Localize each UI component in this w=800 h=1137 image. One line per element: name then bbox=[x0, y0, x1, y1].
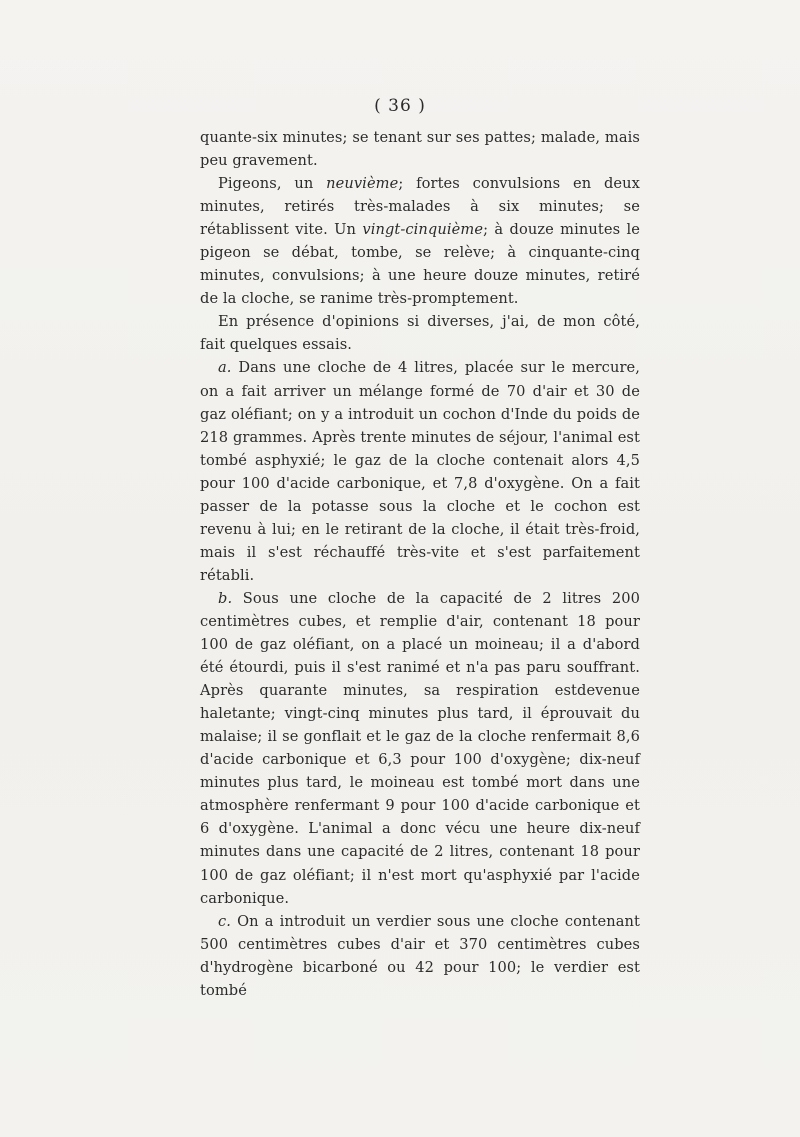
text-segment: quante-six minutes; se tenant sur ses pattes; malade, mais peu gravement. bbox=[200, 129, 640, 170]
text-segment: Dans une cloche de 4 litres, placée sur le mercure, on a fait arriver un mélange formé de 70 d'air et 30 de gaz oléfiant; on y a introduit un cochon d'Inde du poids de 218 grammes. Après trente minutes de séjour, l'animal est tombé asphyxié; le gaz de la cloche contenait alors 4,5 pour 100 d'acide carbonique, et 7,8 d'oxygène. On a fait passer de la potasse sous la cloche et le cochon est revenu à lui; en le retirant de la cloche, il était très-froid, mais il s'est réchauffé très-vite et s'est parfaitement rétabli. bbox=[200, 359, 640, 584]
item-letter: c. bbox=[218, 912, 232, 930]
paragraph-opinions bbox=[200, 310, 640, 356]
paragraph-experiment-b bbox=[200, 587, 640, 910]
paragraph-continuation bbox=[200, 126, 640, 172]
italic-term: neuvième bbox=[326, 175, 399, 193]
page-number: ( 36 ) bbox=[374, 96, 426, 116]
paragraph-experiment-c bbox=[200, 910, 640, 1002]
text-segment: On a introduit un verdier sous une cloche contenant 500 centimètres cubes d'air et 370 centimètres cubes d'hydrogène bicarboné ou 42 pour 100; le verdier est tombé bbox=[200, 912, 640, 999]
text-segment: Sous une cloche de la capacité de 2 litres 200 centimètres cubes, et remplie d'air, contenant 18 pour 100 de gaz oléfiant, on a placé un moineau; il a d'abord été étourdi, puis il s'est ranimé et n'a pas paru souffrant. Après quarante minutes, sa respiration estdevenue haletante; vingt-cinq minutes plus tard, il éprouvait du malaise; il se gonflait et le gaz de la cloche renfermait 8,6 d'acide carbonique et 6,3 pour 100 d'oxygène; dix-neuf minutes plus tard, le moineau est tombé mort dans une atmosphère renfermant 9 pour 100 d'acide carbonique et 6 d'oxygène. L'animal a donc vécu une heure dix-neuf minutes dans une capacité de 2 litres, contenant 18 pour 100 de gaz oléfiant; il n'est mort qu'asphyxié par l'acide carbonique. bbox=[200, 589, 640, 907]
text-segment: ; à douze minutes le pigeon se débat, tombe, se relève; à cinquante-cinq minutes, convulsions; à une heure douze minutes, retiré de la cloche, se ranime très-promptement. bbox=[200, 221, 640, 308]
item-letter: b. bbox=[218, 589, 233, 607]
text-segment: ; fortes convulsions en deux minutes, retirés très-malades à six minutes; se rétablissent vite. Un bbox=[200, 175, 640, 239]
body-text bbox=[200, 126, 640, 1002]
paragraph-experiment-a bbox=[200, 356, 640, 586]
italic-term: vingt-cinquième bbox=[362, 221, 484, 239]
item-letter: a. bbox=[218, 359, 232, 377]
text-segment: En présence d'opinions si diverses, j'ai, de mon côté, fait quelques essais. bbox=[200, 313, 640, 354]
text-segment: Pigeons, un bbox=[218, 175, 327, 193]
paragraph-pigeons bbox=[200, 172, 640, 310]
